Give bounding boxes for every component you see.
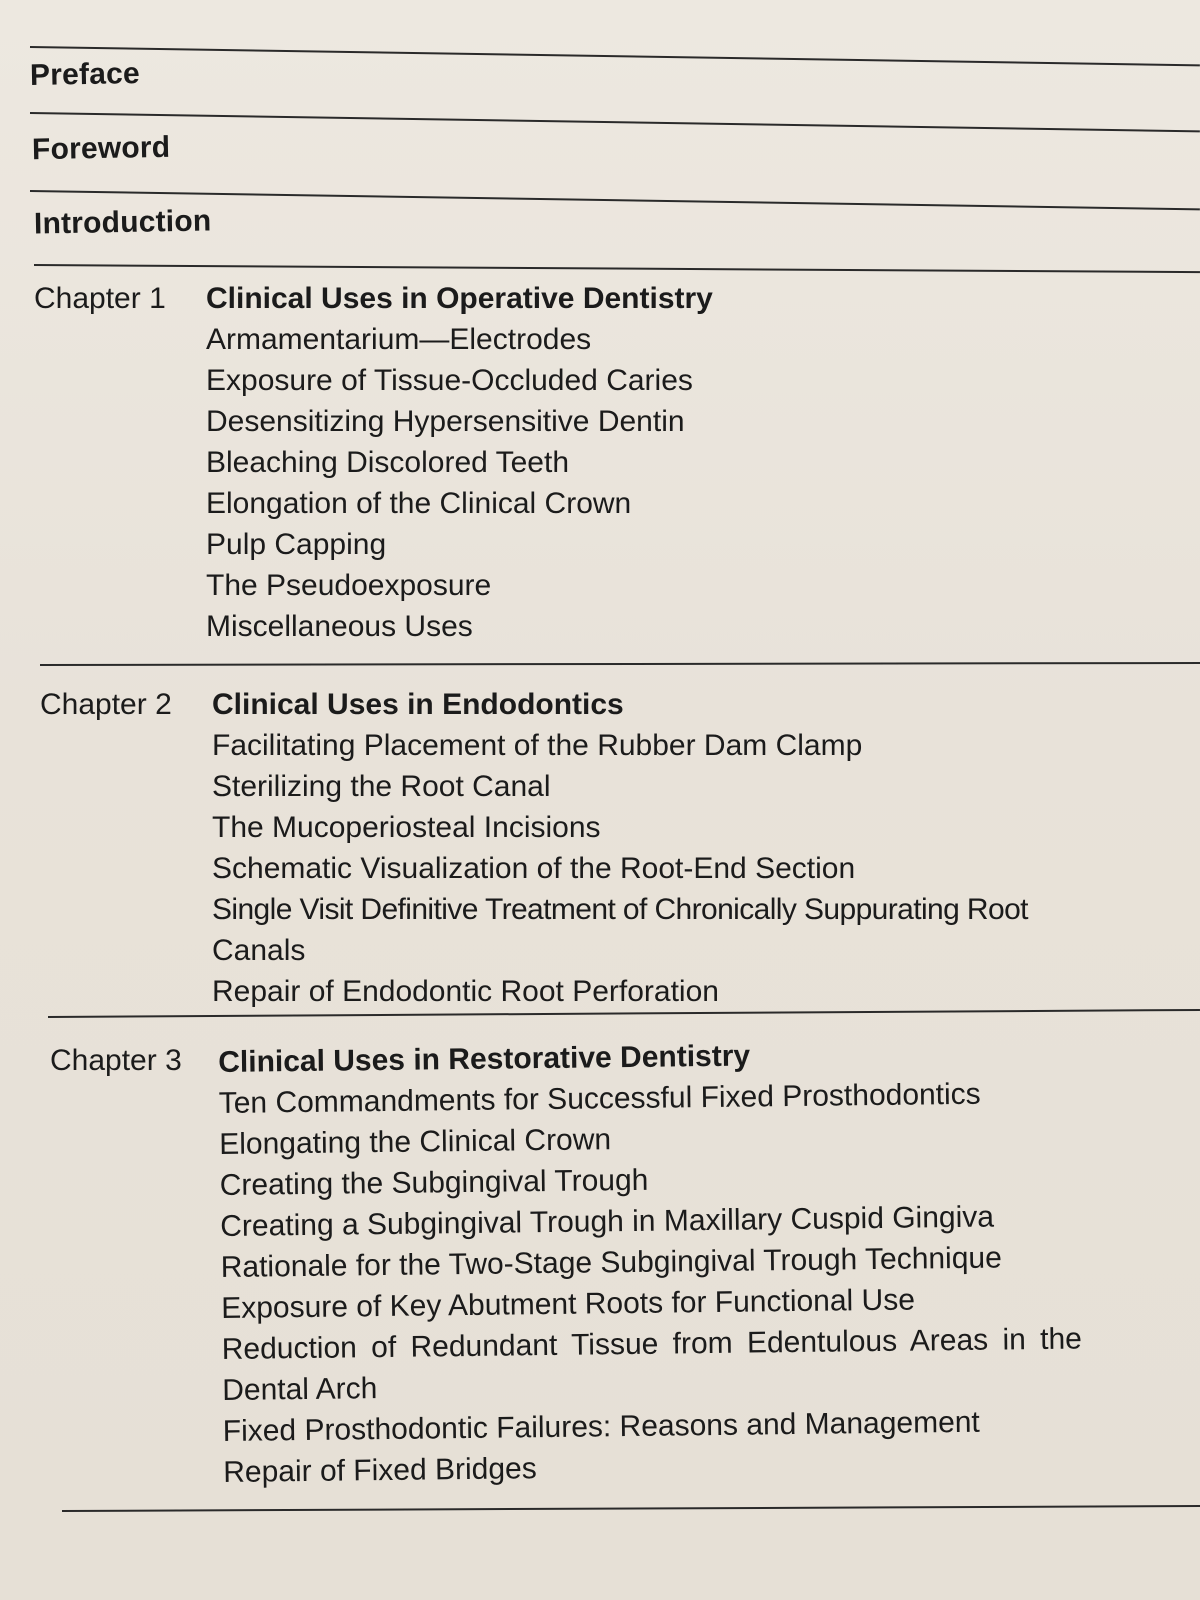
toc-entry: Elongating the Clinical Crown bbox=[219, 1123, 612, 1161]
toc-entry: Desensitizing Hypersensitive Dentin bbox=[206, 405, 685, 438]
chapter-title: Clinical Uses in Restorative Dentistry bbox=[218, 1039, 751, 1079]
toc-entry: Creating a Subgingival Trough in Maxillary Cuspid Gingiva bbox=[220, 1200, 995, 1243]
chapter-label: Chapter 1 bbox=[34, 282, 166, 315]
foreword-entry: Foreword bbox=[31, 130, 171, 167]
chapter-1-body bbox=[206, 278, 1166, 647]
toc-entry: Miscellaneous Uses bbox=[206, 610, 473, 643]
toc-entry: Exposure of Key Abutment Roots for Functional Use bbox=[221, 1283, 916, 1325]
chapter-3-body bbox=[218, 1030, 1198, 1493]
toc-entry: Reduction of Redundant Tissue from Edentulous Areas in the bbox=[221, 1322, 1083, 1366]
divider-line bbox=[30, 112, 1200, 132]
introduction-entry: Introduction bbox=[33, 204, 212, 241]
toc-entry: Fixed Prosthodontic Failures: Reasons and Management bbox=[222, 1405, 980, 1448]
toc-entry: Repair of Endodontic Root Perforation bbox=[212, 975, 719, 1008]
toc-entry: The Pseudoexposure bbox=[206, 569, 492, 602]
toc-entry: Single Visit Definitive Treatment of Chronically Suppurating Root bbox=[212, 893, 1028, 926]
chapter-title: Clinical Uses in Endodontics bbox=[212, 688, 624, 721]
divider-line bbox=[34, 264, 1200, 273]
toc-entry: Elongation of the Clinical Crown bbox=[206, 487, 632, 520]
chapter-label: Chapter 3 bbox=[50, 1044, 182, 1077]
toc-entry: Bleaching Discolored Teeth bbox=[206, 446, 570, 479]
toc-entry: Facilitating Placement of the Rubber Dam Clamp bbox=[212, 729, 863, 762]
toc-entry: Exposure of Tissue-Occluded Caries bbox=[206, 364, 693, 397]
toc-entry: Ten Commandments for Successful Fixed Prosthodontics bbox=[218, 1077, 981, 1120]
toc-entry: Creating the Subgingival Trough bbox=[219, 1163, 649, 1202]
toc-entry: Canals bbox=[212, 934, 306, 967]
toc-entry: Sterilizing the Root Canal bbox=[212, 770, 551, 803]
chapter-title: Clinical Uses in Operative Dentistry bbox=[206, 282, 713, 315]
chapter-2-body bbox=[212, 684, 1187, 1012]
toc-entry: The Mucoperiosteal Incisions bbox=[212, 811, 601, 844]
toc-entry: Armamentarium—Electrodes bbox=[206, 323, 592, 356]
preface-entry: Preface bbox=[29, 57, 141, 92]
toc-entry: Dental Arch bbox=[222, 1372, 378, 1407]
toc-entry: Pulp Capping bbox=[206, 528, 387, 561]
divider-line bbox=[62, 1505, 1200, 1512]
divider-line bbox=[30, 46, 1200, 66]
toc-entry: Repair of Fixed Bridges bbox=[223, 1452, 537, 1489]
chapter-label: Chapter 2 bbox=[40, 688, 172, 721]
divider-line bbox=[40, 662, 1200, 666]
toc-entry: Schematic Visualization of the Root-End Section bbox=[212, 852, 856, 885]
toc-entry: Rationale for the Two-Stage Subgingival Trough Technique bbox=[220, 1241, 1002, 1284]
